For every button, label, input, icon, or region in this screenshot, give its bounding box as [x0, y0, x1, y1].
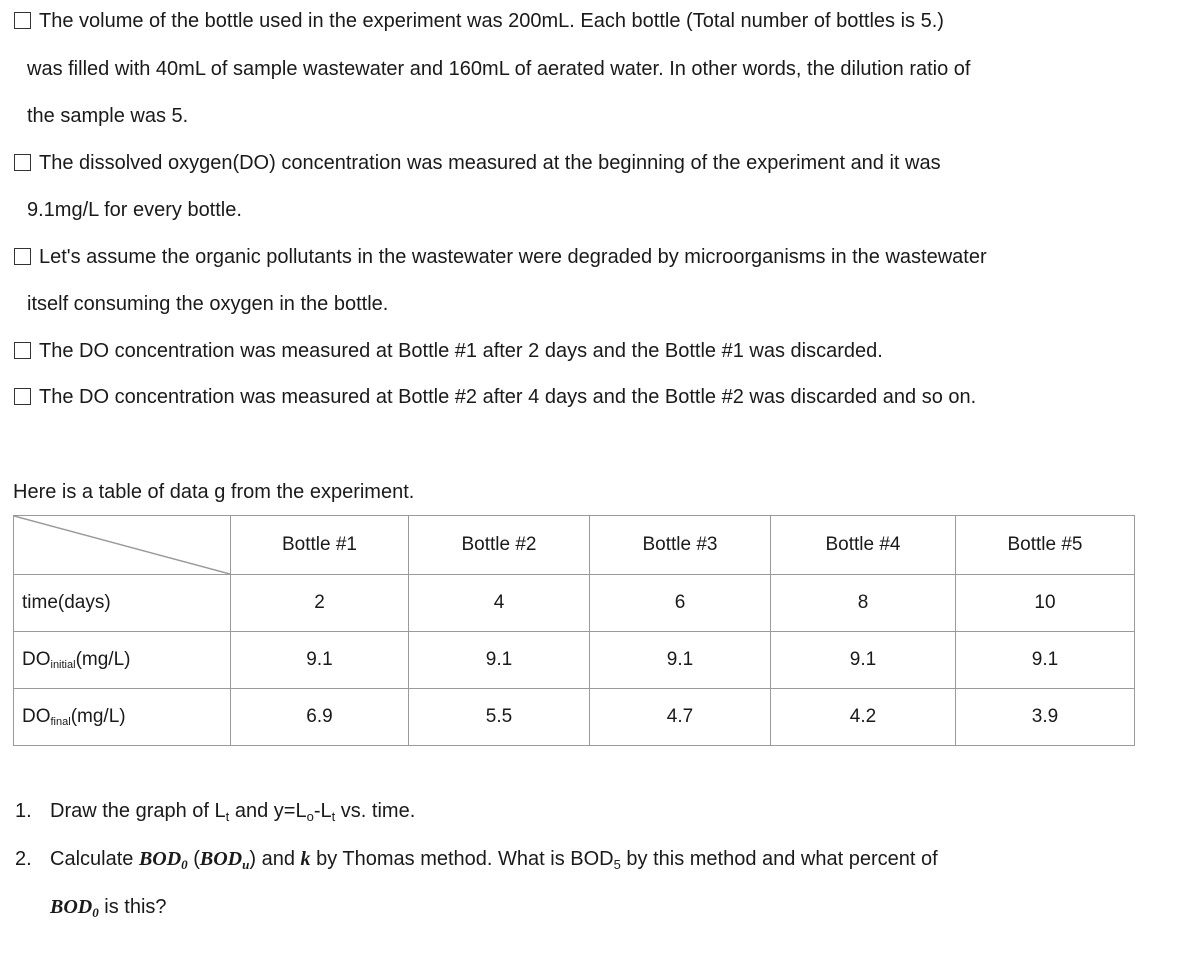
- subscript: 0: [92, 905, 99, 920]
- question-text: vs. time.: [335, 800, 416, 822]
- question-2: [15, 836, 938, 888]
- math-symbol: BOD: [138, 848, 182, 870]
- row-label-do-initial: [14, 632, 231, 689]
- question-text: -L: [313, 800, 332, 822]
- row-label-time: [14, 575, 231, 632]
- row-label-text: DO: [22, 649, 51, 670]
- question-text: is this?: [98, 896, 167, 918]
- column-header-bottle-2: Bottle #2: [409, 516, 590, 575]
- subscript: 0: [181, 857, 188, 872]
- data-table: [13, 515, 1135, 746]
- table-cell: 9.1: [231, 632, 409, 689]
- bullet-1-continuation: was filled with 40mL of sample wastewater and 160mL of aerated water. In other words, the dilution ratio of: [27, 58, 971, 80]
- row-label-text: DO: [22, 706, 51, 727]
- checkbox-square-icon: [14, 12, 31, 29]
- subscript: o: [306, 809, 314, 824]
- diagonal-line-icon: [14, 516, 230, 574]
- table-header-row: [14, 516, 1135, 575]
- table-cell: 5.5: [409, 689, 590, 746]
- row-label-subscript: final: [50, 716, 71, 728]
- math-symbol: k: [300, 848, 311, 870]
- table-cell: 6.9: [231, 689, 409, 746]
- question-number: 1.: [15, 800, 32, 822]
- bullet-item-1: [14, 0, 944, 45]
- subscript: 5: [613, 857, 621, 872]
- bullet-2-line: The dissolved oxygen(DO) concentration was measured at the beginning of the experiment and it was: [39, 152, 941, 174]
- row-label-do-final: [14, 689, 231, 746]
- column-header-bottle-1: Bottle #1: [231, 516, 409, 575]
- checkbox-square-icon: [14, 388, 31, 405]
- row-label-subscript: initial: [50, 659, 76, 671]
- table-cell: 10: [956, 575, 1135, 632]
- subscript: u: [242, 857, 250, 872]
- column-header-bottle-3: Bottle #3: [590, 516, 771, 575]
- math-symbol: BOD: [50, 896, 93, 918]
- bullet-1-line: The volume of the bottle used in the experiment was 200mL. Each bottle (Total number of bottles is 5.): [39, 10, 944, 32]
- question-text: ): [249, 848, 257, 870]
- question-text: (: [187, 848, 200, 870]
- bullet-item-4: [14, 328, 883, 375]
- row-label-unit: (mg/L): [70, 706, 126, 727]
- table-cell: 9.1: [771, 632, 956, 689]
- column-header-bottle-5: Bottle #5: [956, 516, 1135, 575]
- table-cell: 4: [409, 575, 590, 632]
- subscript: t: [331, 809, 336, 824]
- table-cell: 8: [771, 575, 956, 632]
- question-2-continuation: [50, 884, 167, 936]
- bullet-2-continuation: 9.1mg/L for every bottle.: [27, 199, 242, 221]
- table-row: [14, 632, 1135, 689]
- question-1: [15, 788, 415, 840]
- question-text: Draw the graph of L: [50, 800, 226, 822]
- table-cell: 9.1: [590, 632, 771, 689]
- question-text: Calculate: [50, 848, 139, 870]
- table-cell: 2: [231, 575, 409, 632]
- table-cell: 3.9: [956, 689, 1135, 746]
- bullet-3-line: Let's assume the organic pollutants in the wastewater were degraded by microorganisms in the wastewater: [39, 246, 987, 268]
- bullet-5-line: The DO concentration was measured at Bottle #2 after 4 days and the Bottle #2 was discarded and so on.: [39, 386, 977, 408]
- table-cell: 4.7: [590, 689, 771, 746]
- question-text: and: [256, 848, 301, 870]
- question-text: and y=L: [229, 800, 307, 822]
- bullet-3-continuation: itself consuming the oxygen in the bottle.: [27, 293, 389, 315]
- bullet-item-2: [14, 140, 941, 187]
- table-cell: 9.1: [956, 632, 1135, 689]
- question-text: by Thomas method. What is BOD: [310, 848, 614, 870]
- row-label-unit: (mg/L): [75, 649, 131, 670]
- checkbox-square-icon: [14, 342, 31, 359]
- bullet-1-continuation: the sample was 5.: [27, 105, 189, 127]
- table-cell: 6: [590, 575, 771, 632]
- checkbox-square-icon: [14, 248, 31, 265]
- question-number: 2.: [15, 848, 32, 870]
- table-row: [14, 689, 1135, 746]
- table-caption: Here is a table of data g from the experiment.: [13, 481, 415, 503]
- subscript: t: [225, 809, 230, 824]
- checkbox-square-icon: [14, 154, 31, 171]
- math-symbol: BOD: [199, 848, 243, 870]
- bullet-4-line: The DO concentration was measured at Bottle #1 after 2 days and the Bottle #1 was discarded.: [39, 340, 883, 362]
- table-row: [14, 575, 1135, 632]
- table-corner-cell: [14, 516, 231, 575]
- question-text: by this method and what percent of: [620, 848, 938, 870]
- column-header-bottle-4: Bottle #4: [771, 516, 956, 575]
- table-cell: 9.1: [409, 632, 590, 689]
- bullet-item-5: [14, 374, 976, 421]
- row-label-text: time(days): [22, 592, 111, 613]
- table-cell: 4.2: [771, 689, 956, 746]
- bullet-item-3: [14, 234, 987, 281]
